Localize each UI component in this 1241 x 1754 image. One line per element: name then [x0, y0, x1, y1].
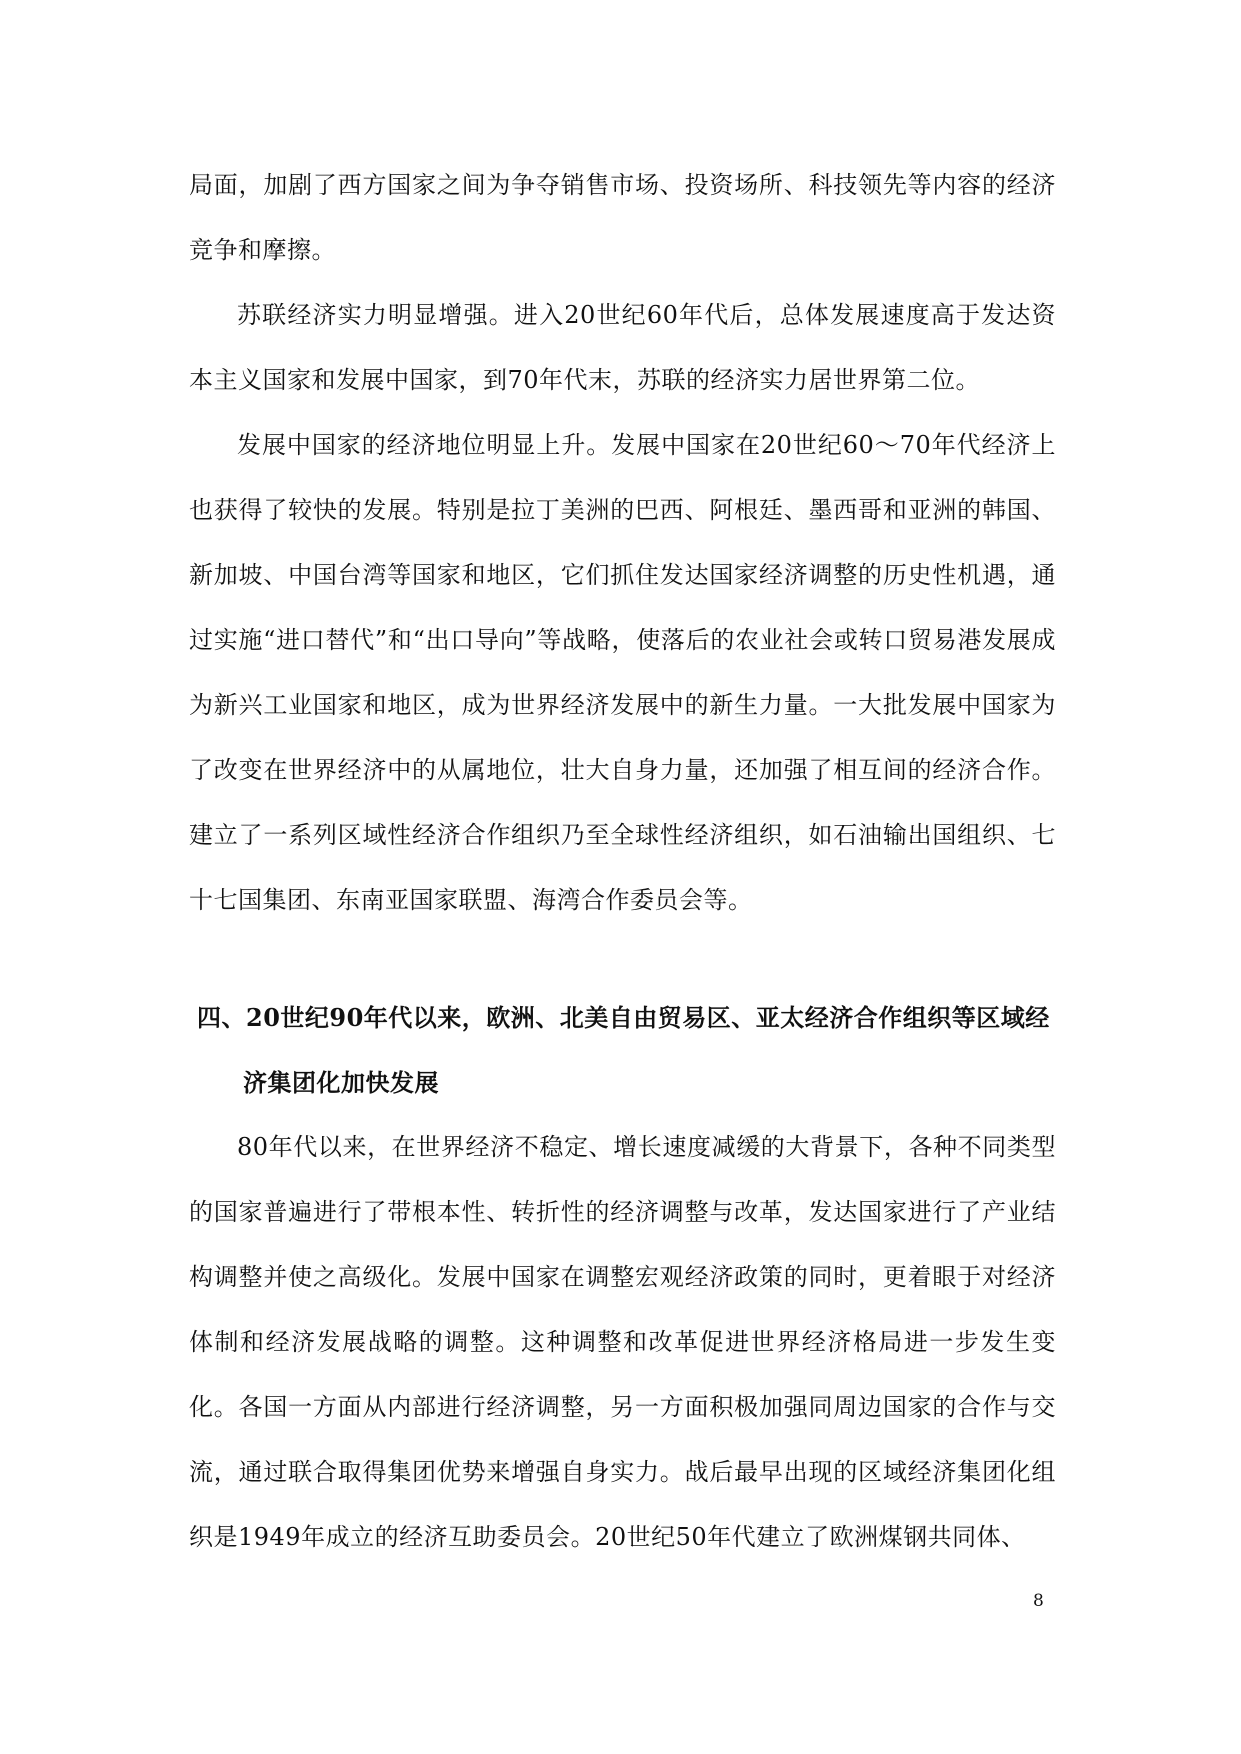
section-heading-line1: 四、20世纪90年代以来，欧洲、北美自由贸易区、亚太经济合作组织等区域经	[197, 1003, 1050, 1032]
page-number: 8	[1033, 1591, 1044, 1611]
paragraph-continuation: 局面，加剧了西方国家之间为争夺销售市场、投资场所、科技领先等内容的经济竞争和摩擦。	[189, 171, 1056, 264]
section-heading	[197, 985, 1056, 1115]
paragraph-regional-integration: 80年代以来，在世界经济不稳定、增长速度减缓的大背景下，各种不同类型的国家普遍进行了带根本性、转折性的经济调整与改革，发达国家进行了产业结构调整并使之高级化。发展中国家在调整宏观经济政策的同时，更着眼于对经济体制和经济发展战略的调整。这种调整和改革促进世界经济格局进一步发生变化。各国一方面从内部进行经济调整，另一方面积极加强同周边国家的合作与交流，通过联合取得集团优势来增强自身实力。战后最早出现的区域经济集团化组织是1949年成立的经济互助委员会。20世纪50年代建立了欧洲煤钢共同体、	[189, 1133, 1056, 1551]
paragraph-developing-countries: 发展中国家的经济地位明显上升。发展中国家在20世纪60～70年代经济上也获得了较快的发展。特别是拉丁美洲的巴西、阿根廷、墨西哥和亚洲的韩国、新加坡、中国台湾等国家和地区，它们抓住发达国家经济调整的历史性机遇，通过实施“进口替代”和“出口导向”等战略，使落后的农业社会或转口贸易港发展成为新兴工业国家和地区，成为世界经济发展中的新生力量。一大批发展中国家为了改变在世界经济中的从属地位，壮大自身力量，还加强了相互间的经济合作。建立了一系列区域性经济合作组织乃至全球性经济组织，如石油输出国组织、七十七国集团、东南亚国家联盟、海湾合作委员会等。	[189, 431, 1056, 914]
section-heading-line2: 济集团化加快发展	[243, 1068, 439, 1097]
paragraph-soviet-economy: 苏联经济实力明显增强。进入20世纪60年代后，总体发展速度高于发达资本主义国家和发展中国家，到70年代末，苏联的经济实力居世界第二位。	[189, 301, 1056, 394]
